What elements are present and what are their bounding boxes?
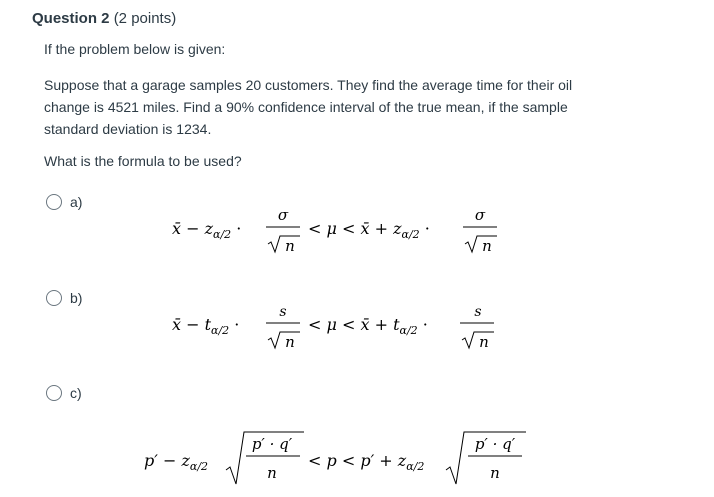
formula-a-left: x̄ − $z_{\alpha/2}$ · — [172, 219, 242, 241]
option-a-radio[interactable] — [46, 194, 62, 210]
option-a-label: a) — [70, 194, 83, 210]
formula-c-numerator: p′ · q′ — [251, 435, 293, 453]
formula-a-numerator: σ — [277, 206, 289, 224]
option-a-formula — [160, 200, 520, 264]
option-b-label: b) — [70, 290, 83, 306]
formula-c-middle: < $p < p' + z_{\alpha/2}$ — [308, 451, 425, 473]
option-c-radio[interactable] — [46, 385, 62, 401]
intro-text: If the problem below is given: — [44, 41, 226, 57]
formula-b-denominator2: n — [479, 333, 489, 351]
problem-text: Suppose that a garage samples 20 customers. They find the average time for their oil change is 4521 miles. Find a 90% confidence interval of the true mean, if the sample standard deviation is 1234. — [44, 77, 573, 137]
formula-b-numerator2: s — [474, 304, 482, 320]
formula-b-numerator: s — [279, 304, 287, 320]
formula-c-numerator2: p′ · q′ — [474, 435, 516, 453]
option-b-formula — [160, 296, 520, 360]
formula-a-numerator2: σ — [474, 206, 486, 224]
formula-b-denominator: n — [285, 333, 295, 351]
option-a[interactable] — [46, 194, 82, 210]
option-b-radio[interactable] — [46, 290, 62, 306]
formula-b-left: x̄ − $t_{\alpha/2}$ · — [172, 315, 240, 337]
formula-a-denominator: n — [285, 237, 295, 255]
option-b[interactable] — [46, 290, 82, 306]
formula-b-middle: < μ < x̄ + $t_{\alpha/2}$ · — [308, 315, 428, 337]
formula-c-denominator: n — [267, 464, 277, 482]
formula-c-denominator2: n — [490, 464, 500, 482]
formula-a-denominator2: n — [482, 237, 492, 255]
prompt-text: What is the formula to be used? — [44, 153, 242, 169]
formula-c-left: $p' - z_{\alpha/2}$ — [144, 451, 209, 473]
option-c-formula — [140, 422, 540, 492]
option-c-label: c) — [70, 385, 82, 401]
question-header — [32, 10, 176, 27]
question-title: Question 2 — [32, 10, 110, 27]
question-points: (2 points) — [113, 10, 177, 27]
option-c[interactable] — [46, 385, 82, 401]
formula-a-middle: < μ < x̄ + $z_{\alpha/2}$ · — [308, 219, 430, 241]
